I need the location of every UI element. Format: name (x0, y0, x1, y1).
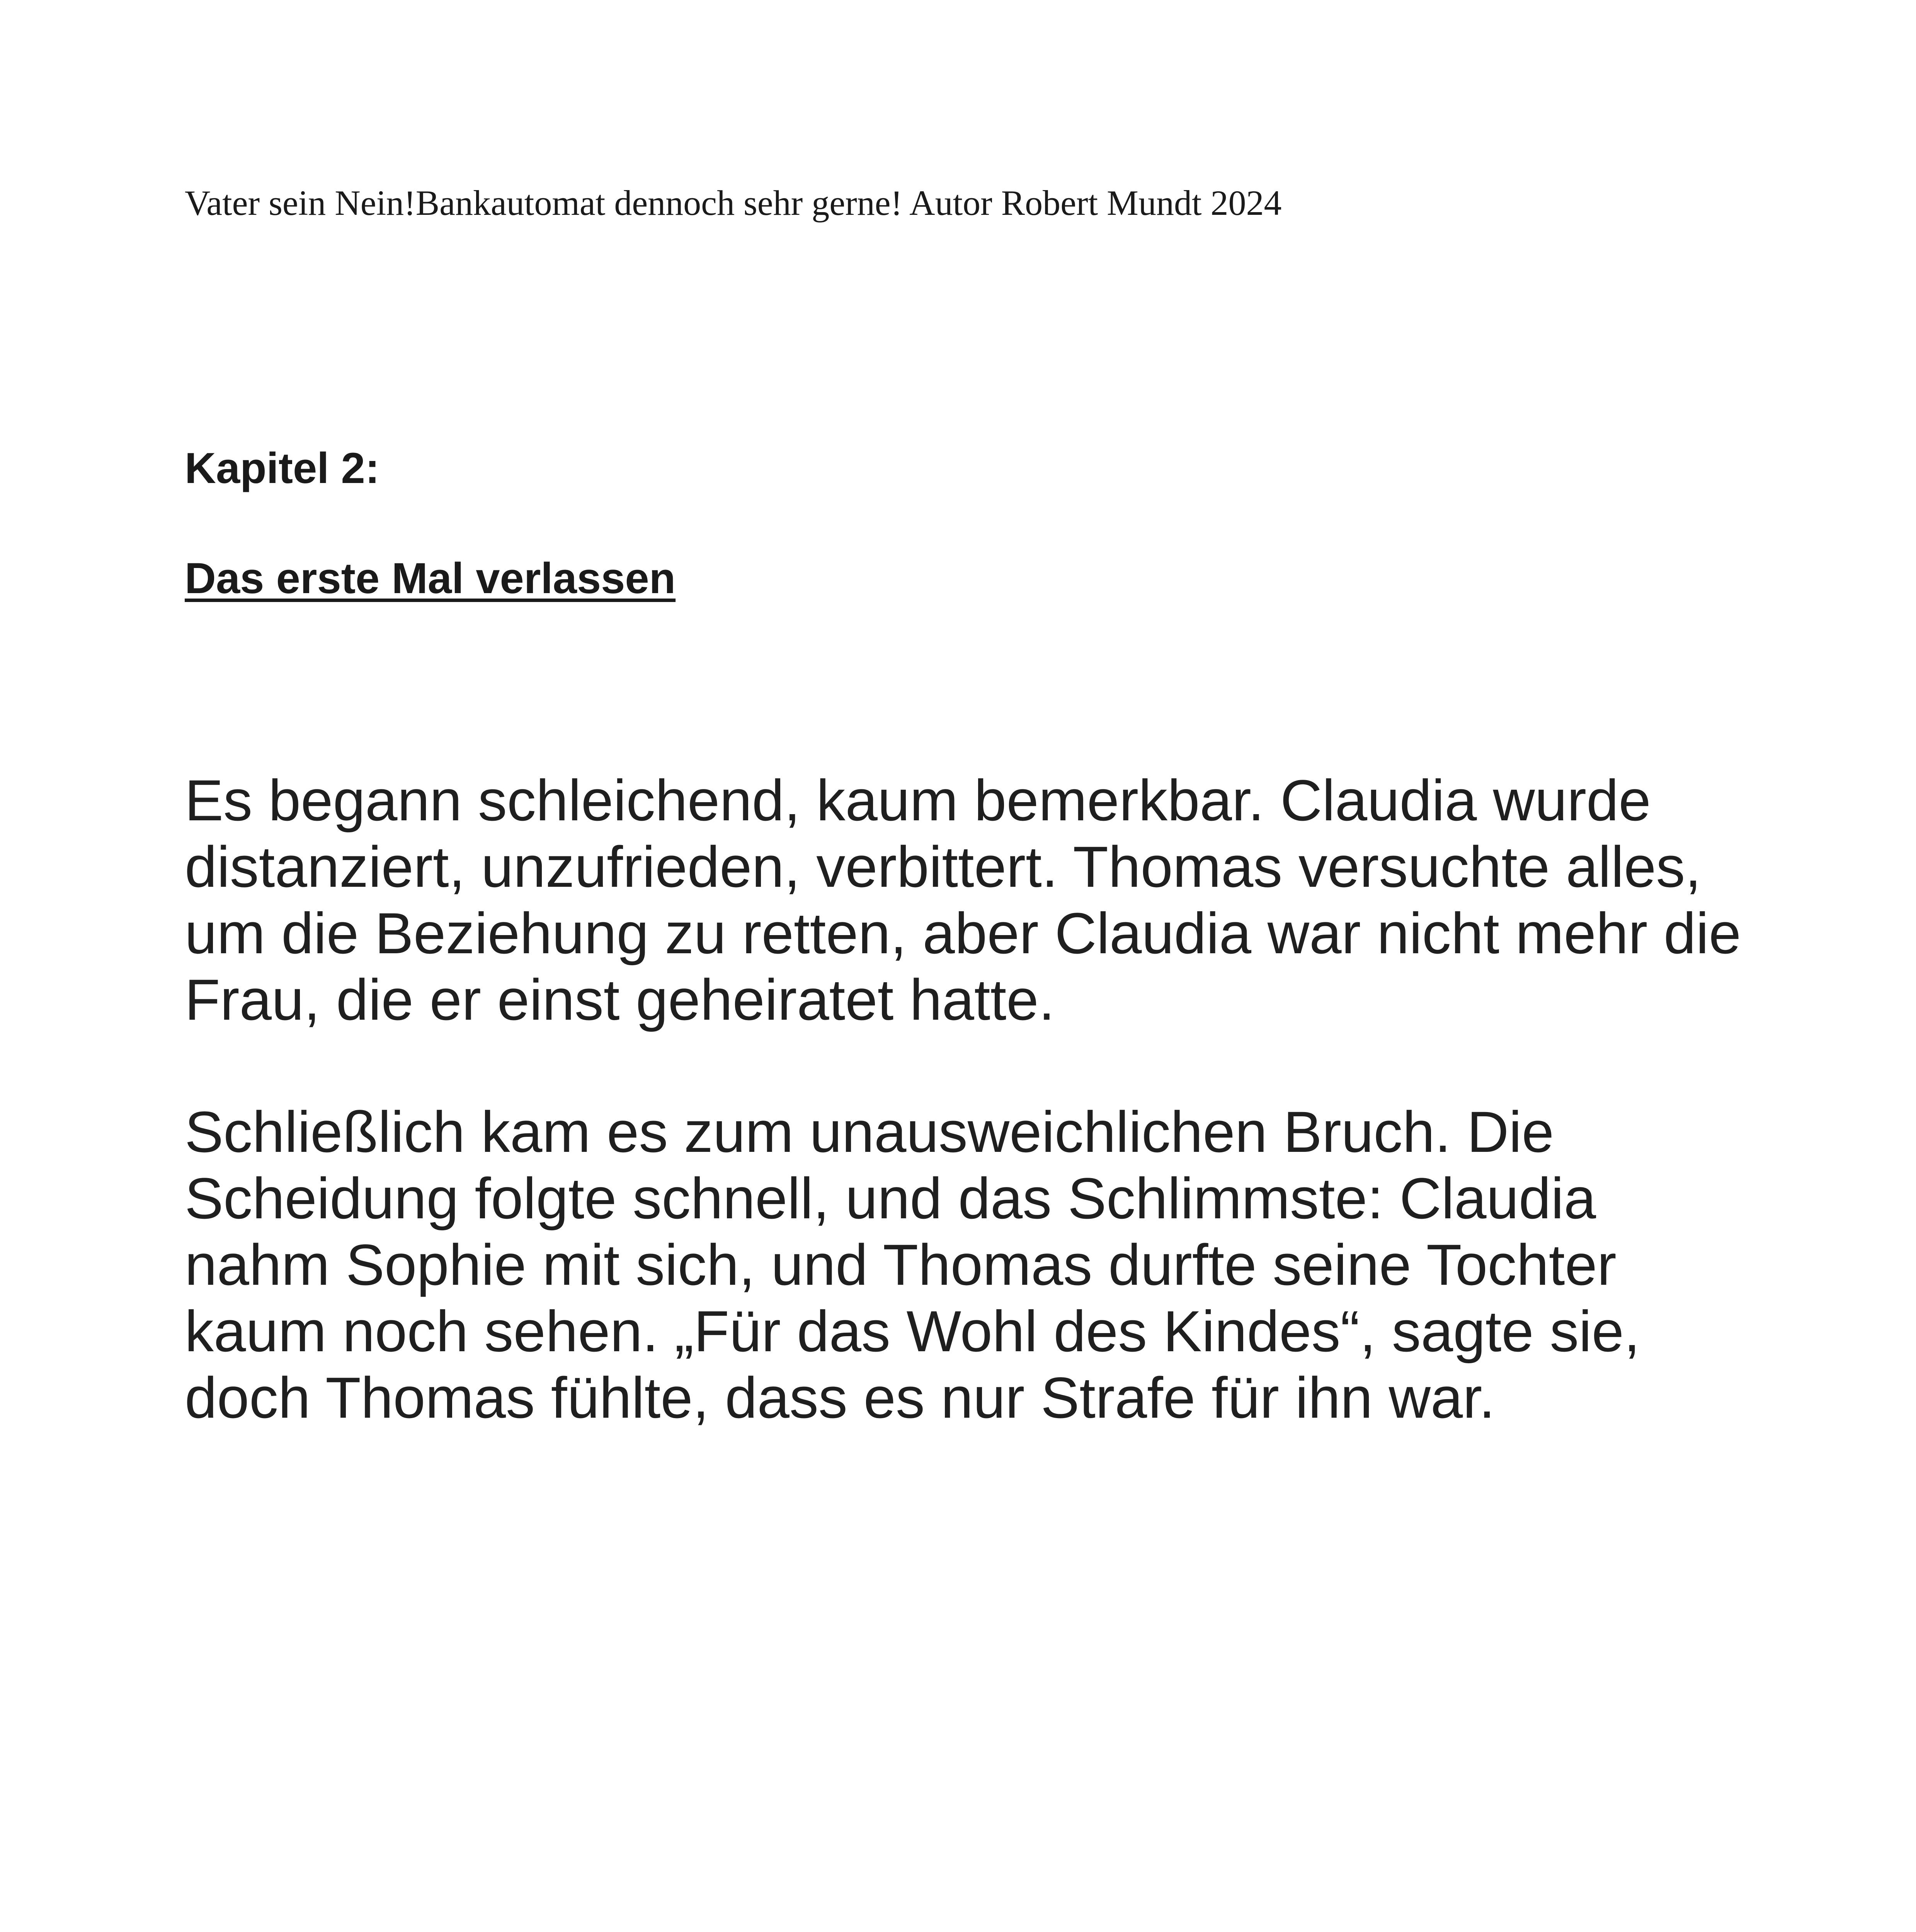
chapter-title: Das erste Mal verlassen (185, 554, 676, 602)
running-header: Vater sein Nein!Bankautomat dennoch sehr gerne! Autor Robert Mundt 2024 (185, 183, 1282, 223)
body-paragraph: Es begann schleichend, kaum bemerkbar. Claudia wurde distanziert, unzufrieden, verbittert. Thomas versuchte alles, um die Beziehung zu retten, aber Claudia war nicht mehr die Frau, die er einst geheiratet hatte. (185, 768, 1741, 1032)
chapter-label: Kapitel 2: (185, 444, 380, 492)
body-paragraph: Schließlich kam es zum unausweichlichen Bruch. Die Scheidung folgte schnell, und das Schlimmste: Claudia nahm Sophie mit sich, und Thomas durfte seine Tochter kaum noch sehen. „Für das Wohl des Kindes“, sagte sie, doch Thomas fühlte, dass es nur Strafe für ihn war. (185, 1099, 1640, 1430)
